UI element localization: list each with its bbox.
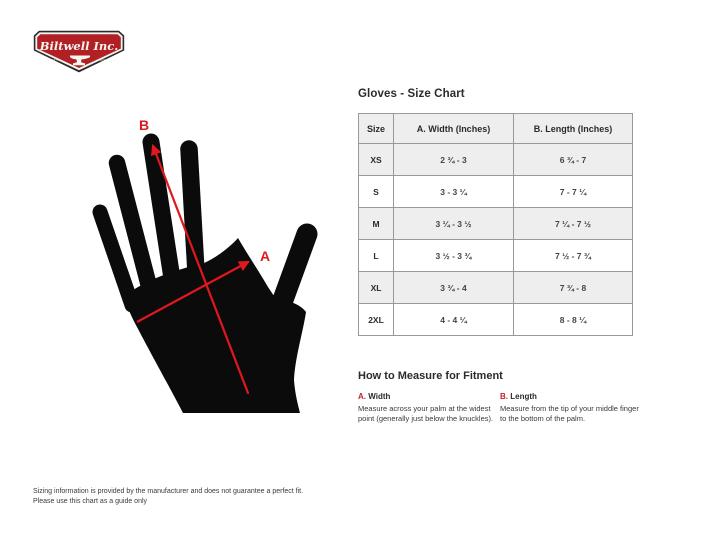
table-row [359,272,633,304]
measure-section-title: How to Measure for Fitment [358,370,503,382]
logo-badge-icon [33,30,125,73]
size-cell: 2XL [359,304,394,336]
table-row [359,144,633,176]
length-cell: 8 - 8 ¼ [514,304,633,336]
measure-label-length: Length [510,392,537,401]
size-cell: M [359,208,394,240]
width-cell: 4 - 4 ¼ [394,304,514,336]
disclaimer [33,487,303,507]
measure-width-heading [358,392,498,401]
measure-item-width [358,392,498,423]
length-cell: 7 ½ - 7 ¾ [514,240,633,272]
width-cell: 2 ¾ - 3 [394,144,514,176]
label-a: A [259,248,271,264]
length-cell: 7 - 7 ¼ [514,176,633,208]
width-cell: 3 ¼ - 3 ½ [394,208,514,240]
logo-wordmark: Biltwell Inc. [39,39,119,53]
size-cell: XS [359,144,394,176]
measure-key-b: B. [500,392,508,401]
width-cell: 3 ½ - 3 ¾ [394,240,514,272]
length-cell: 7 ¼ - 7 ½ [514,208,633,240]
table-header-row [359,114,633,144]
measure-length-heading [500,392,640,401]
glove-measurement-diagram [80,100,350,430]
label-b: B [138,117,150,133]
logo-tagline-left: 'QUALITY' [41,58,60,62]
table-row [359,208,633,240]
size-chart-title: Gloves - Size Chart [358,88,465,100]
length-cell: 6 ¾ - 7 [514,144,633,176]
size-cell: XL [359,272,394,304]
size-chart-table [358,113,633,336]
size-cell: S [359,176,394,208]
measure-key-a: A. [358,392,366,401]
width-cell: 3 - 3 ¼ [394,176,514,208]
measure-width-text: Measure across your palm at the widest point (generally just below the knuckles). [358,404,494,423]
col-header-length: B. Length (Inches) [514,114,633,144]
width-cell: 3 ¾ - 4 [394,272,514,304]
table-row [359,240,633,272]
disclaimer-line-1: Sizing information is provided by the manufacturer and does not guarantee a perfect fit. [33,488,304,495]
measure-length-text: Measure from the tip of your middle finger to the bottom of the palm. [500,404,639,423]
table-row [359,176,633,208]
biltwell-logo [33,30,125,73]
hand-silhouette-icon [80,100,350,430]
logo-tagline-right: COUNTS' [99,58,117,62]
table-row [359,304,633,336]
measure-item-length [500,392,640,423]
disclaimer-line-2: Please use this chart as a guide only [33,498,148,506]
col-header-size: Size [359,114,394,144]
col-header-width: A. Width (Inches) [394,114,514,144]
size-cell: L [359,240,394,272]
length-cell: 7 ¾ - 8 [514,272,633,304]
measure-label-width: Width [368,392,391,401]
